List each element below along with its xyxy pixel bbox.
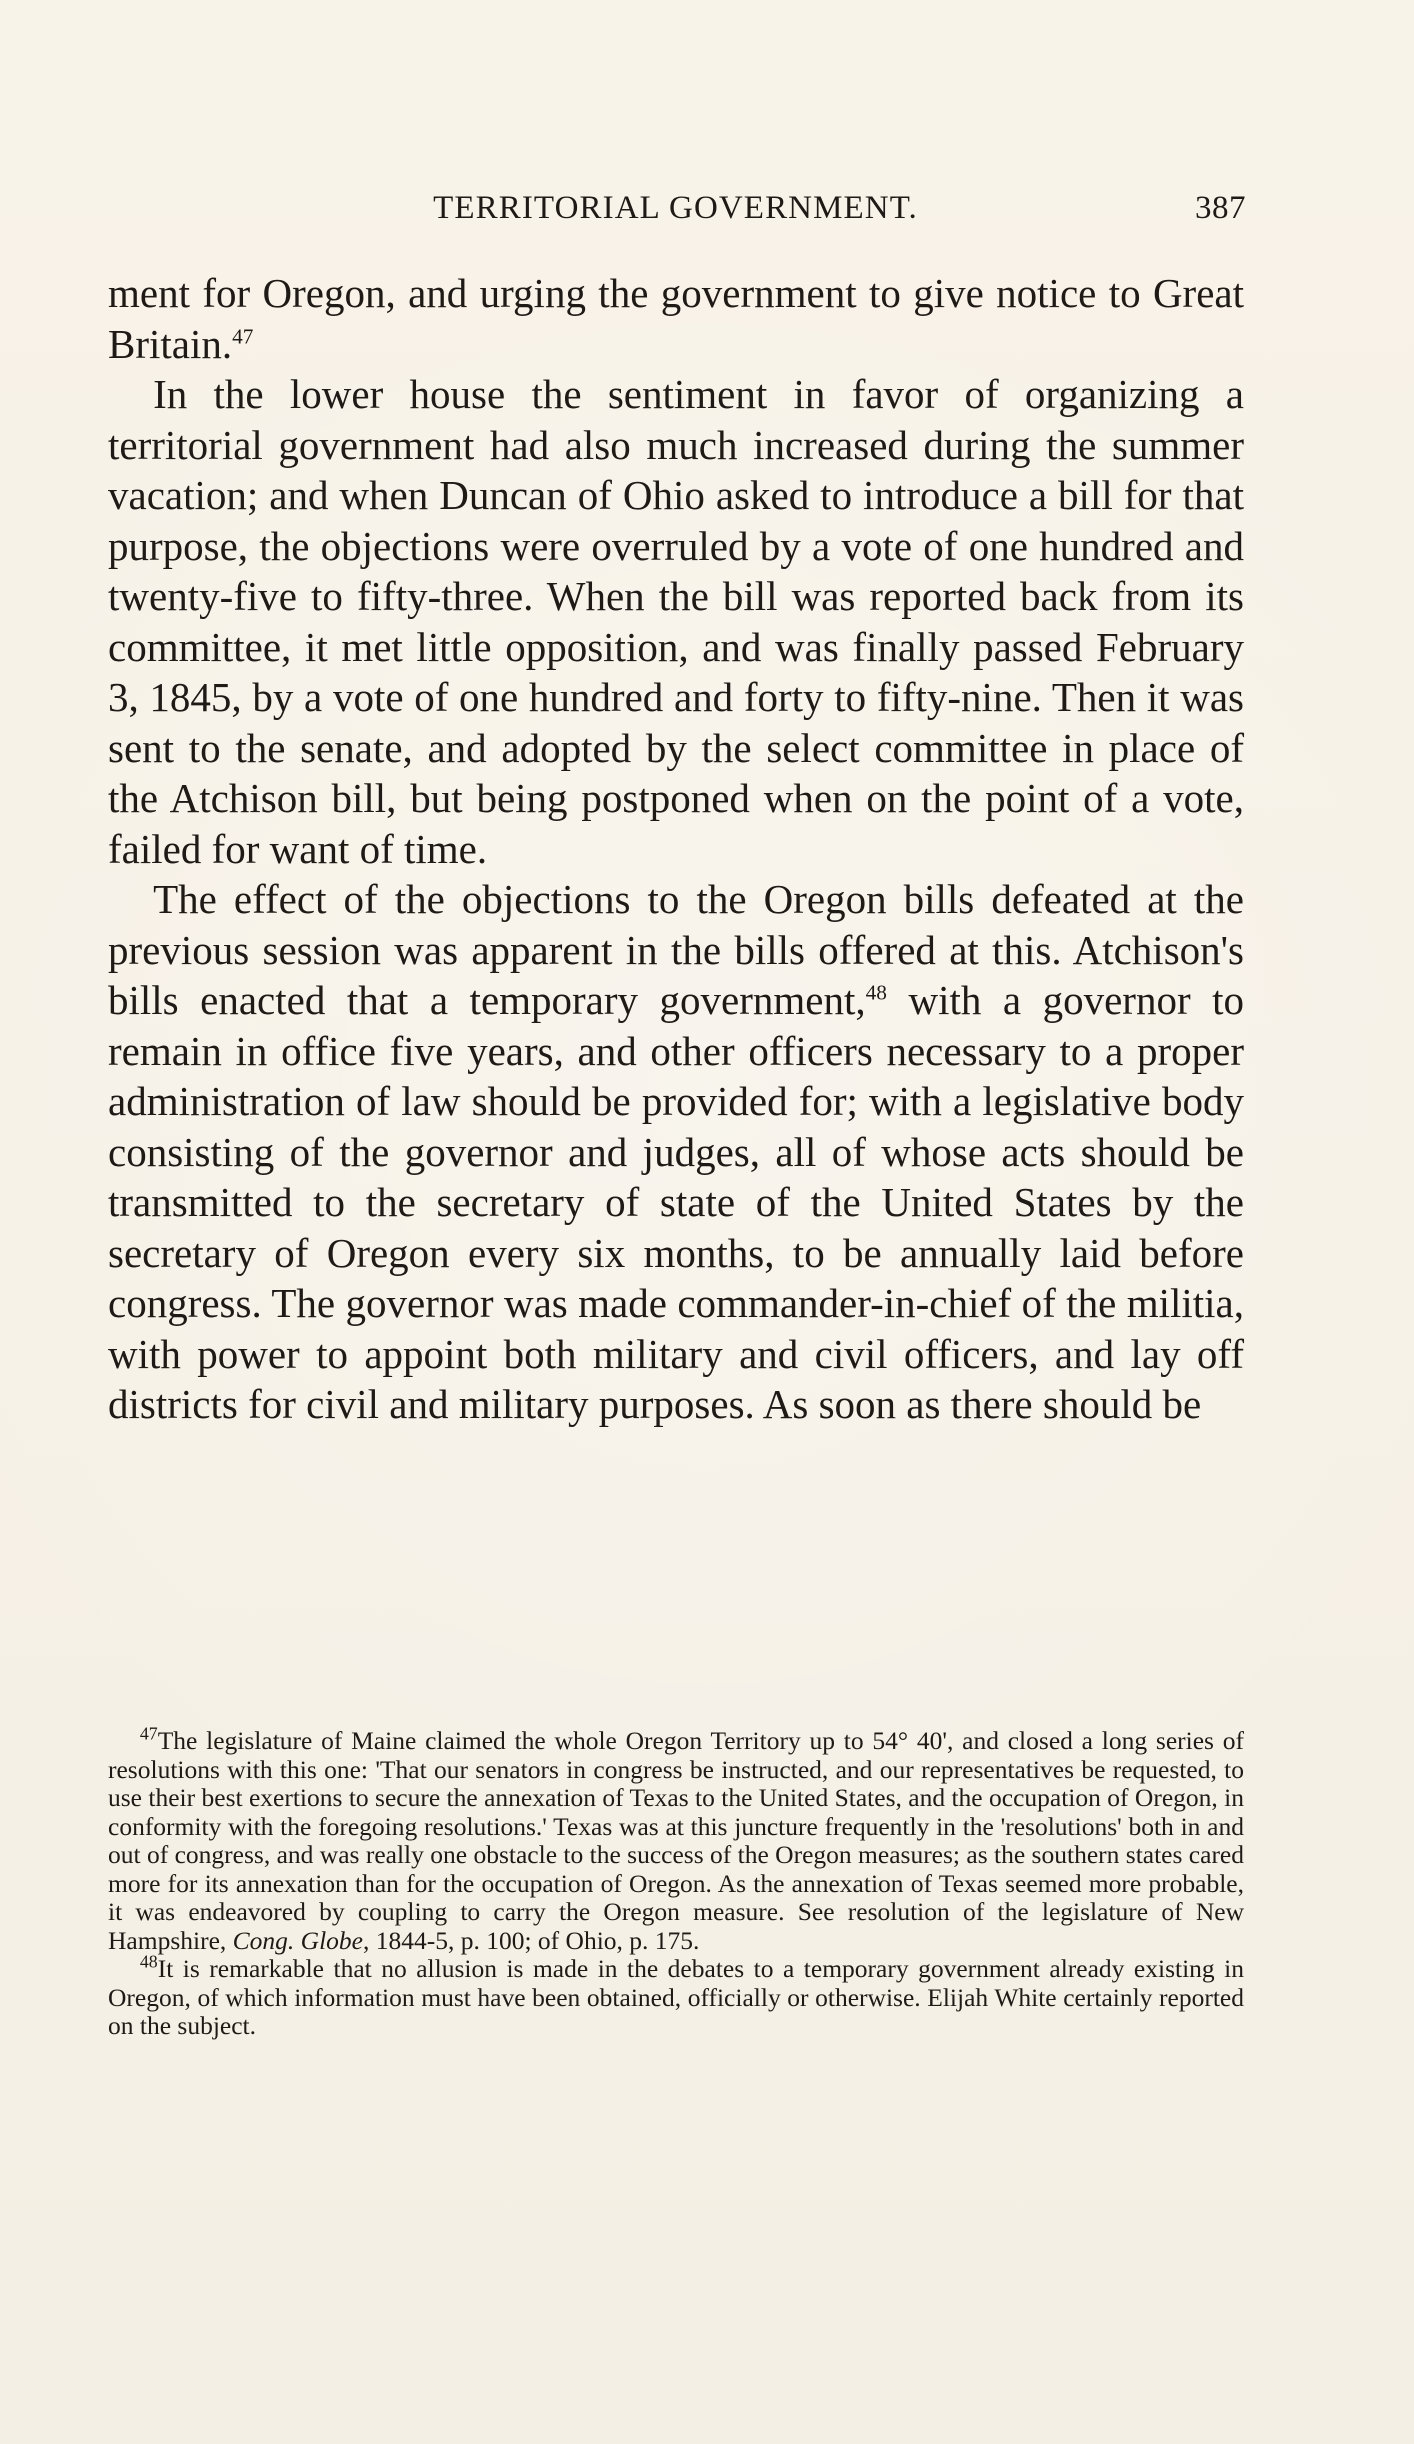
paragraph-2-text: In the lower house the sentiment in favor of organizing a territorial government had also much increased during the summer vacation; and when Duncan of Ohio asked to introduce a bill for that purpose, the objections were overruled by a vote of one hundred and twenty-five to fifty-three. When the bill was reported back from its committee, it met little opposition, and was finally passed February 3, 1845, by a vote of one hundred and forty to fifty-nine. Then it was sent to the senate, and adopted by the select committee in place of the Atchison bill, but being postponed when on the point of a vote, failed for want of time. [108,371,1244,872]
footnote-48 [108,1951,1244,2041]
footnote-47 [108,1723,1244,1955]
paragraph-1 [108,268,1244,369]
paragraph-3-text-a: The effect of the objections to the Oregon bills defeated at the previous session was apparent in the bills offered at this. Atchison's bills enacted that a temporary government, [108,876,1244,1023]
footnote-ref-47: 47 [232,323,254,348]
paragraph-3 [108,874,1244,1430]
footnote-47-number: 47 [139,1723,158,1744]
paragraph-2 [108,369,1244,874]
paragraph-3-text-b: with a governor to remain in office five years, and other officers necessary to a proper administration of law should be provided for; with a legislative body consisting of the governor and judges, all of whose acts should be transmitted to the secretary of state of the United States by the secretary of Oregon every six months, to be annually laid before congress. The governor was made commander-in-chief of the militia, with power to appoint both military and civil officers, and lay off districts for civil and military purposes. As soon as there should be [108,977,1244,1427]
paragraph-1-text: ment for Oregon, and urging the government to give notice to Great Britain. [108,270,1244,367]
running-title: TERRITORIAL GOVERNMENT. [433,190,918,226]
footnote-47-text-b: , 1844-5, p. 100; of Ohio, p. 175. [362,1925,700,1955]
footnote-47-citation: Cong. Globe [232,1925,363,1955]
footnote-ref-48: 48 [865,980,887,1005]
footnote-48-text: It is remarkable that no allusion is made in the debates to a temporary government already existing in Oregon, of which information must have been obtained, officially or otherwise. Elijah White certainly reported on the subject. [108,1954,1244,2040]
page-number: 387 [1195,190,1246,226]
main-text [108,268,1244,1430]
footnote-47-text-a: The legislature of Maine claimed the whole Oregon Territory up to 54° 40', and closed a long series of resolutions with this one: 'That our senators in congress be instructed, and our representatives be requested, to use their best exertions to secure the annexation of Texas to the United States, and the occupation of Oregon, in conformity with the foregoing resolutions.' Texas was at this juncture frequently in the 'resolutions' both in and out of congress, and was really one obstacle to the success of the Oregon measures; as the southern states cared more for its annexation than for the occupation of Oregon. As the annexation of Texas seemed more probable, it was endeavored by coupling to carry the Oregon measure. See resolution of the legislature of New Hampshire, [108,1726,1244,1955]
footnotes [108,1723,1244,2041]
running-head [105,188,1246,228]
footnote-48-number: 48 [139,1951,158,1972]
